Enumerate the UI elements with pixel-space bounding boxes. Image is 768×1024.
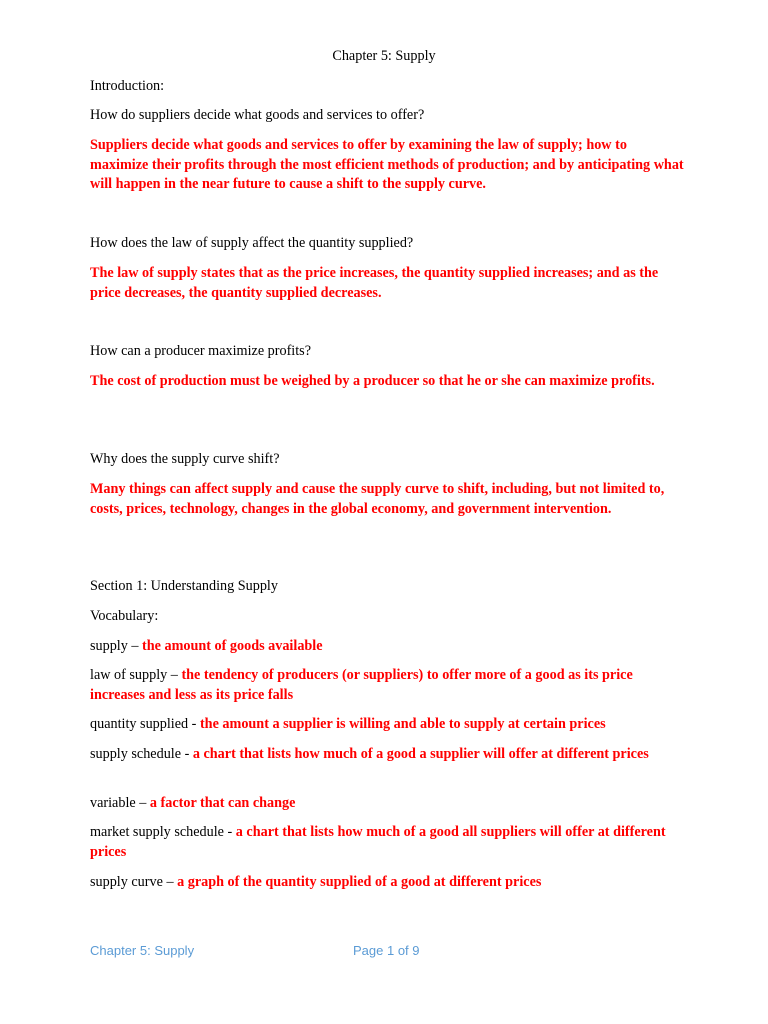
section-heading: Section 1: Understanding Supply: [90, 578, 278, 594]
vocabulary-term: supply curve –: [90, 874, 178, 890]
vocabulary-term: supply –: [90, 638, 143, 654]
vocabulary-definition: the amount of goods available: [142, 638, 323, 654]
vocabulary-definition: a chart that lists how much of a good all suppliers will offer at different prices: [90, 824, 666, 860]
vocabulary-definition: the tendency of producers (or suppliers) to offer more of a good as its price increases and less as its price falls: [90, 667, 633, 703]
footer-page-number: Page 1 of 9: [353, 943, 420, 958]
vocabulary-term: supply schedule -: [90, 746, 193, 762]
vocabulary-item-supply: [90, 637, 690, 657]
vocabulary-item-variable: [90, 794, 690, 814]
vocabulary-label: Vocabulary:: [90, 608, 159, 624]
introduction-label: Introduction:: [90, 78, 165, 94]
vocabulary-item-law-of-supply: [90, 666, 690, 705]
answer-4: Many things can affect supply and cause the supply curve to shift, including, but not limited to, costs, prices, technology, changes in the global economy, and government intervention.: [90, 481, 665, 517]
answer-2: The law of supply states that as the price increases, the quantity supplied increases; and as the price decreases, the quantity supplied decreases.: [90, 265, 659, 301]
footer-chapter-title: Chapter 5: Supply: [90, 943, 195, 958]
vocabulary-term: variable –: [90, 795, 150, 811]
answer-3: The cost of production must be weighed by a producer so that he or she can maximize profits.: [90, 373, 655, 389]
vocabulary-item-market-supply-schedule: [90, 823, 690, 862]
vocabulary-item-supply-curve: [90, 873, 690, 893]
answer-1: Suppliers decide what goods and services to offer by examining the law of supply; how to maximize their profits through the most efficient methods of production; and by anticipating what will happen in the near future to cause a shift to the supply curve.: [90, 137, 684, 192]
vocabulary-definition: a factor that can change: [149, 795, 296, 811]
vocabulary-definition: a graph of the quantity supplied of a good at different prices: [177, 874, 542, 890]
vocabulary-item-supply-schedule: [90, 745, 690, 765]
question-3: How can a producer maximize profits?: [90, 343, 312, 359]
question-4: Why does the supply curve shift?: [90, 451, 280, 467]
vocabulary-item-quantity-supplied: [90, 715, 690, 735]
question-1: How do suppliers decide what goods and services to offer?: [90, 107, 425, 123]
vocabulary-definition: the amount a supplier is willing and able to supply at certain prices: [199, 716, 606, 732]
vocabulary-term: quantity supplied -: [90, 716, 200, 732]
question-2: How does the law of supply affect the quantity supplied?: [90, 235, 414, 251]
vocabulary-term: market supply schedule -: [90, 824, 236, 840]
page-title: Chapter 5: Supply: [332, 48, 436, 64]
vocabulary-definition: a chart that lists how much of a good a supplier will offer at different prices: [192, 746, 649, 762]
vocabulary-term: law of supply –: [90, 667, 182, 683]
